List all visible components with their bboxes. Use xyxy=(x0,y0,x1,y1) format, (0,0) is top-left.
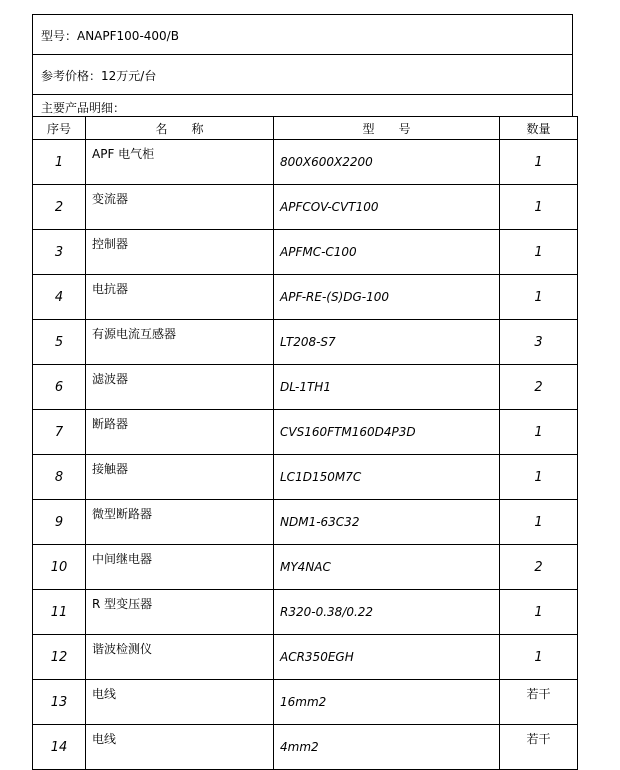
row-qty: 1 xyxy=(500,455,578,500)
row-name: 变流器 xyxy=(86,185,274,230)
row-model: APF-RE-(S)DG-100 xyxy=(274,275,500,320)
col-header-name: 名 称 xyxy=(86,117,274,140)
price-row xyxy=(32,54,573,94)
row-model: 16mm2 xyxy=(274,680,500,725)
details-title: 主要产品明细： xyxy=(41,101,126,115)
row-qty: 1 xyxy=(500,185,578,230)
row-qty: 3 xyxy=(500,320,578,365)
row-name: 中间继电器 xyxy=(86,545,274,590)
row-qty: 1 xyxy=(500,410,578,455)
row-number: 3 xyxy=(33,230,86,275)
table-row xyxy=(33,590,578,635)
price-text: 参考价格：12万元/台 xyxy=(41,69,157,83)
row-qty: 1 xyxy=(500,275,578,320)
row-name: 控制器 xyxy=(86,230,274,275)
col-header-qty: 数量 xyxy=(500,117,578,140)
row-qty: 1 xyxy=(500,635,578,680)
row-name: 微型断路器 xyxy=(86,500,274,545)
row-model: LT208-S7 xyxy=(274,320,500,365)
row-qty: 1 xyxy=(500,230,578,275)
table-row xyxy=(33,320,578,365)
table-row xyxy=(33,410,578,455)
row-qty: 若干 xyxy=(500,680,578,725)
row-name: 电线 xyxy=(86,680,274,725)
row-name: 电线 xyxy=(86,725,274,770)
model-text: 型号：ANAPF100-400/B xyxy=(41,29,179,43)
product-table xyxy=(32,116,578,770)
table-row xyxy=(33,635,578,680)
table-row xyxy=(33,500,578,545)
table-row xyxy=(33,140,578,185)
row-model: CVS160FTM160D4P3D xyxy=(274,410,500,455)
row-number: 9 xyxy=(33,500,86,545)
row-qty: 若干 xyxy=(500,725,578,770)
row-number: 2 xyxy=(33,185,86,230)
row-model: MY4NAC xyxy=(274,545,500,590)
table-row xyxy=(33,725,578,770)
table-row xyxy=(33,455,578,500)
row-model: 800X600X2200 xyxy=(274,140,500,185)
row-qty: 1 xyxy=(500,500,578,545)
row-number: 14 xyxy=(33,725,86,770)
row-number: 12 xyxy=(33,635,86,680)
row-number: 5 xyxy=(33,320,86,365)
row-model: DL-1TH1 xyxy=(274,365,500,410)
table-row xyxy=(33,680,578,725)
row-model: APFMC-C100 xyxy=(274,230,500,275)
col-header-no: 序号 xyxy=(33,117,86,140)
row-number: 13 xyxy=(33,680,86,725)
row-qty: 1 xyxy=(500,590,578,635)
row-name: 滤波器 xyxy=(86,365,274,410)
row-number: 10 xyxy=(33,545,86,590)
row-qty: 2 xyxy=(500,545,578,590)
row-name: APF 电气柜 xyxy=(86,140,274,185)
row-name: 电抗器 xyxy=(86,275,274,320)
row-model: NDM1-63C32 xyxy=(274,500,500,545)
row-name: 谐波检测仪 xyxy=(86,635,274,680)
table-row xyxy=(33,365,578,410)
table-row xyxy=(33,230,578,275)
details-title-row xyxy=(32,94,573,116)
row-name: 接触器 xyxy=(86,455,274,500)
table-row xyxy=(33,185,578,230)
row-number: 11 xyxy=(33,590,86,635)
model-row xyxy=(32,14,573,54)
row-model: ACR350EGH xyxy=(274,635,500,680)
row-model: LC1D150M7C xyxy=(274,455,500,500)
row-model: 4mm2 xyxy=(274,725,500,770)
row-name: R 型变压器 xyxy=(86,590,274,635)
row-number: 1 xyxy=(33,140,86,185)
row-number: 8 xyxy=(33,455,86,500)
row-number: 6 xyxy=(33,365,86,410)
product-sheet xyxy=(32,14,573,770)
row-qty: 2 xyxy=(500,365,578,410)
row-number: 4 xyxy=(33,275,86,320)
table-row xyxy=(33,545,578,590)
table-header-row xyxy=(33,117,578,140)
row-name: 有源电流互感器 xyxy=(86,320,274,365)
row-model: APFCOV-CVT100 xyxy=(274,185,500,230)
table-row xyxy=(33,275,578,320)
row-qty: 1 xyxy=(500,140,578,185)
row-name: 断路器 xyxy=(86,410,274,455)
col-header-model: 型 号 xyxy=(274,117,500,140)
row-model: R320-0.38/0.22 xyxy=(274,590,500,635)
row-number: 7 xyxy=(33,410,86,455)
